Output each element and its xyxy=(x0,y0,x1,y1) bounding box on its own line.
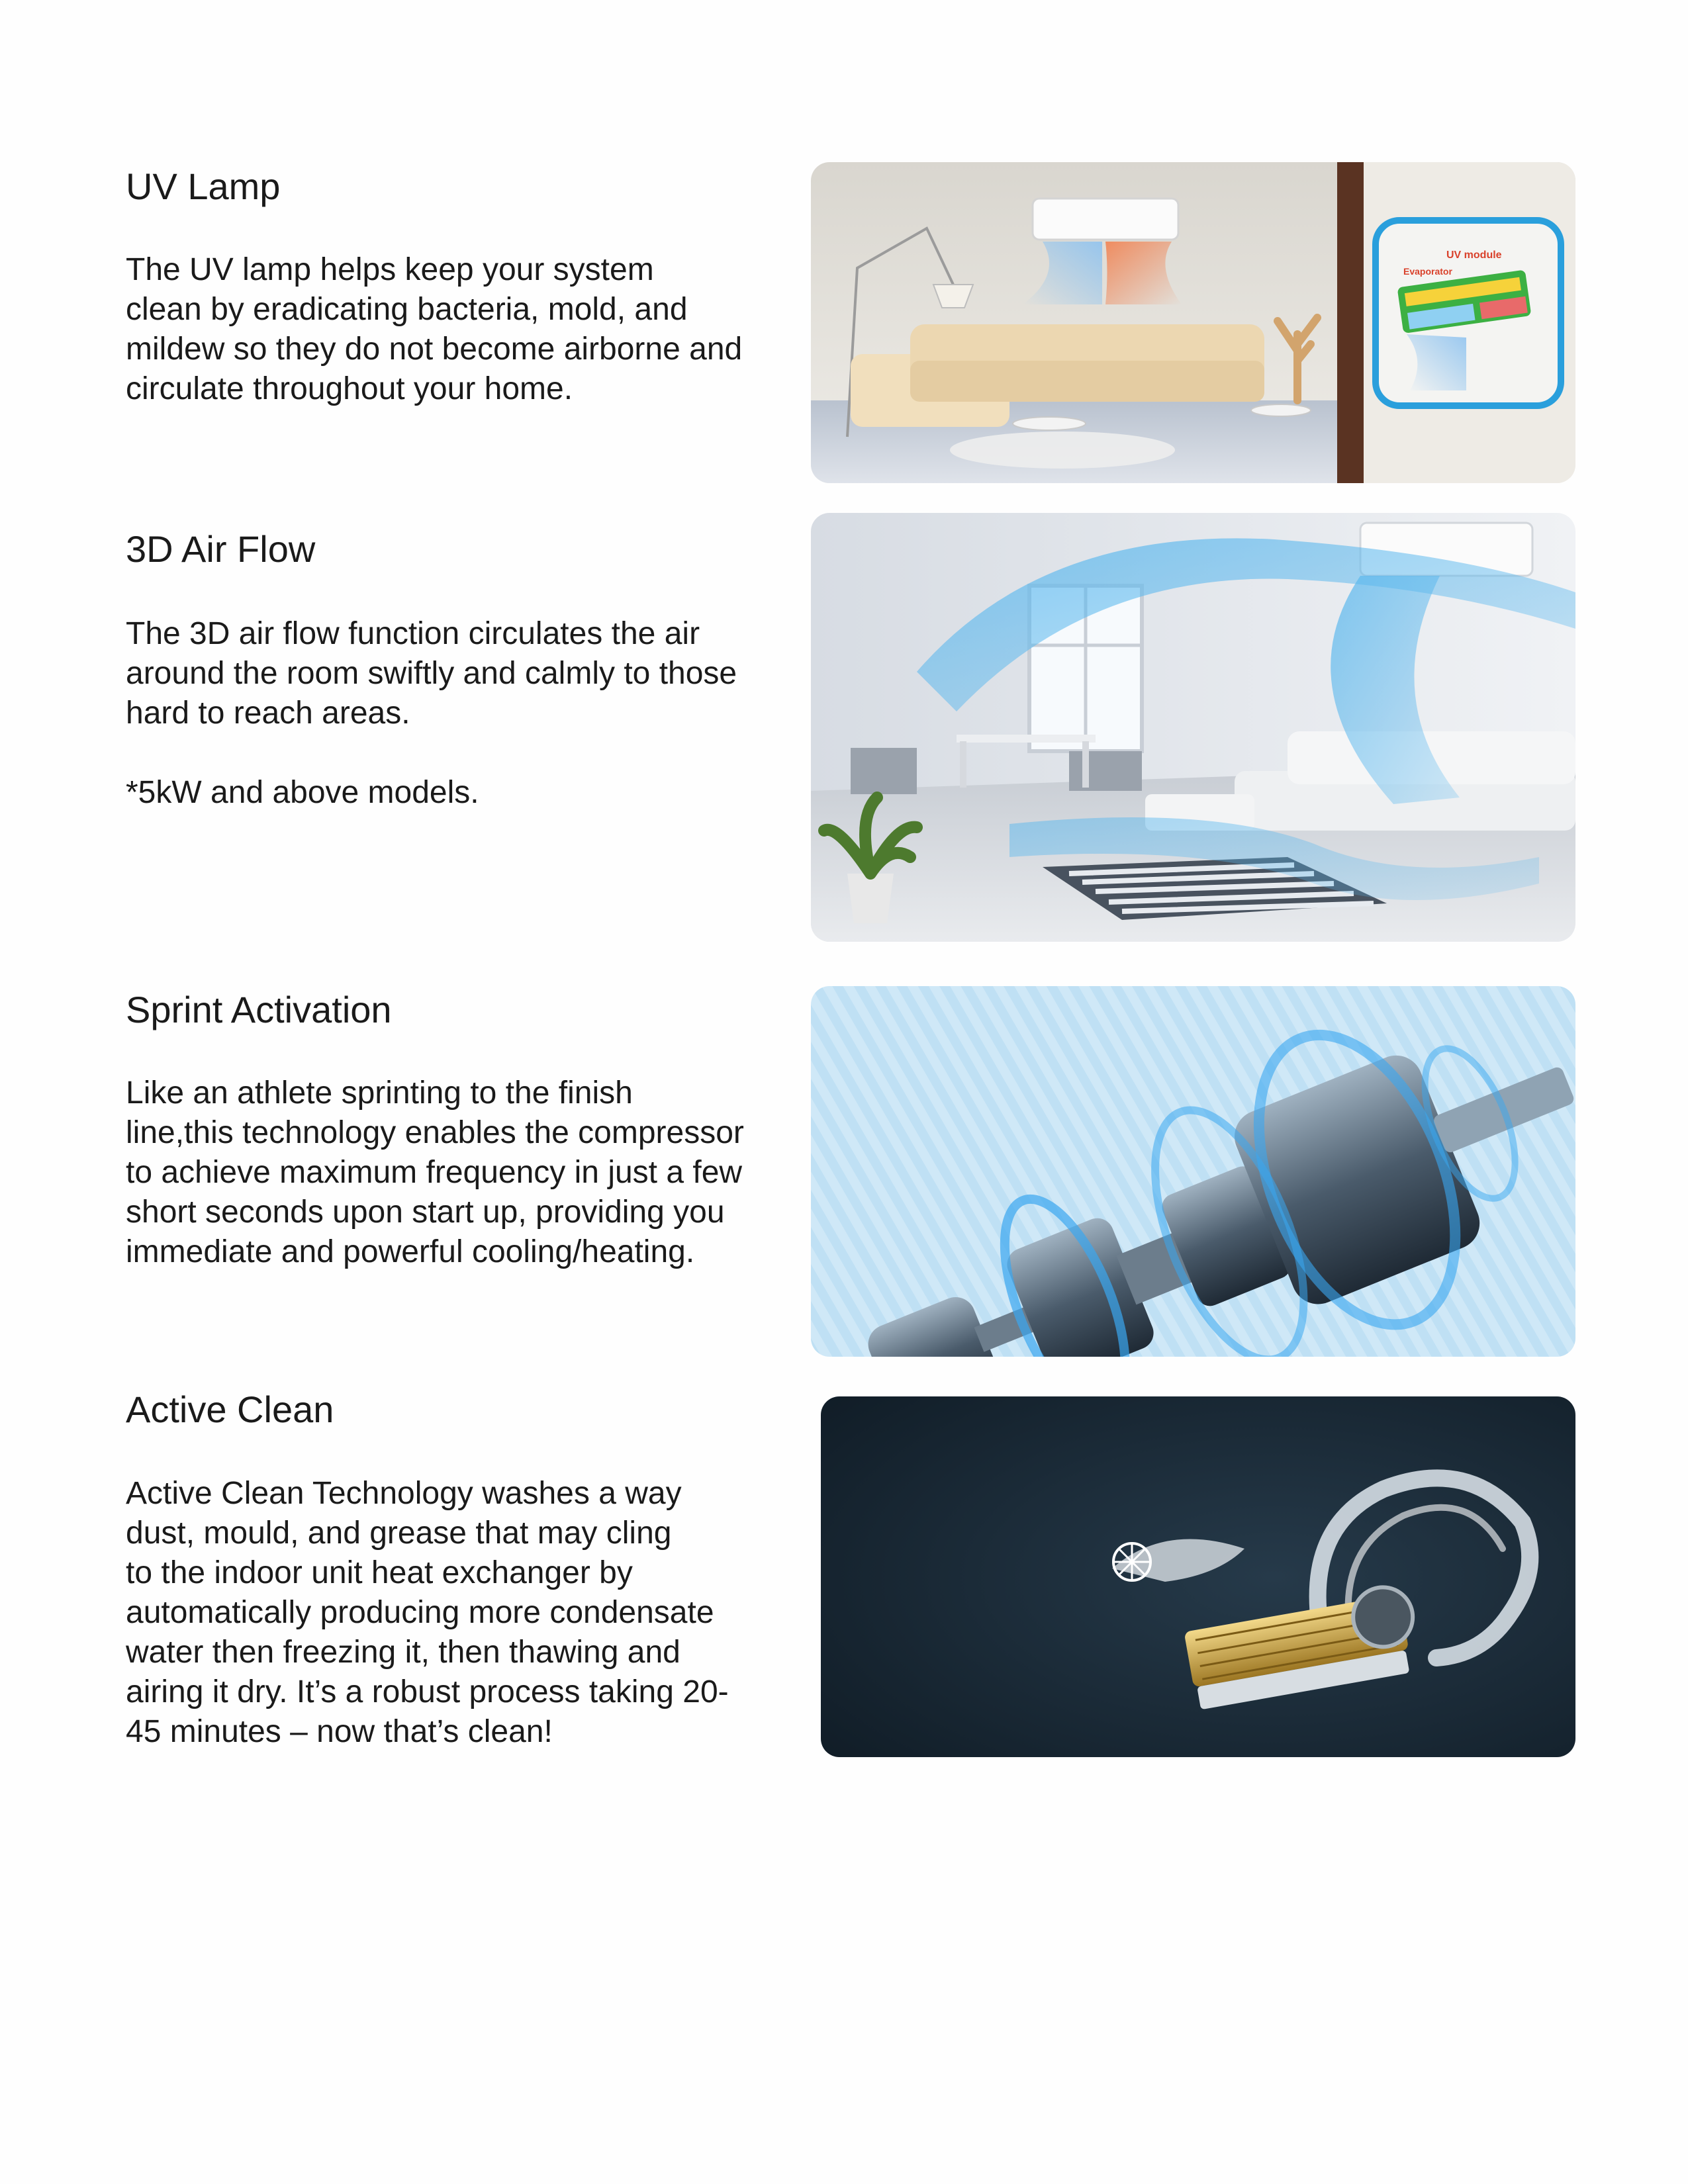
air-flow-image xyxy=(811,513,1575,942)
active-clean-description: Active Clean Technology washes a way dust, mould, and grease that may cling to the indoor unit heat exchanger by automatically producing more condensate water then freezing it, then thawing and airing it dry. It’s a robust process taking 20- 45 minutes – now that’s clean! xyxy=(126,1476,729,1749)
sprint-activation-description: Like an athlete sprinting to the finish line,this technology enables the compressor to achieve maximum frequency in just a few short seconds upon start up, providing you immediate and powerful cooling/heating. xyxy=(126,1075,744,1269)
sprint-activation-title: Sprint Activation xyxy=(126,989,392,1030)
uv-module-label: UV module xyxy=(1446,250,1502,261)
air-flow-description: The 3D air flow function circulates the air around the room swiftly and calmly to those hard to reach areas. *5kW and above models. xyxy=(126,616,737,810)
evaporator-label: Evaporator xyxy=(1403,266,1452,277)
uv-lamp-title: UV Lamp xyxy=(126,165,281,207)
uv-lamp-image xyxy=(811,162,1575,483)
uv-lamp-description: The UV lamp helps keep your system clean by eradicating bacteria, mold, and mildew so they do not become airborne and circulate throughout your home. xyxy=(126,252,743,406)
active-clean-title: Active Clean xyxy=(126,1388,334,1430)
active-clean-image xyxy=(821,1396,1575,1757)
air-flow-title: 3D Air Flow xyxy=(126,528,316,570)
sprint-activation-image xyxy=(811,986,1575,1357)
